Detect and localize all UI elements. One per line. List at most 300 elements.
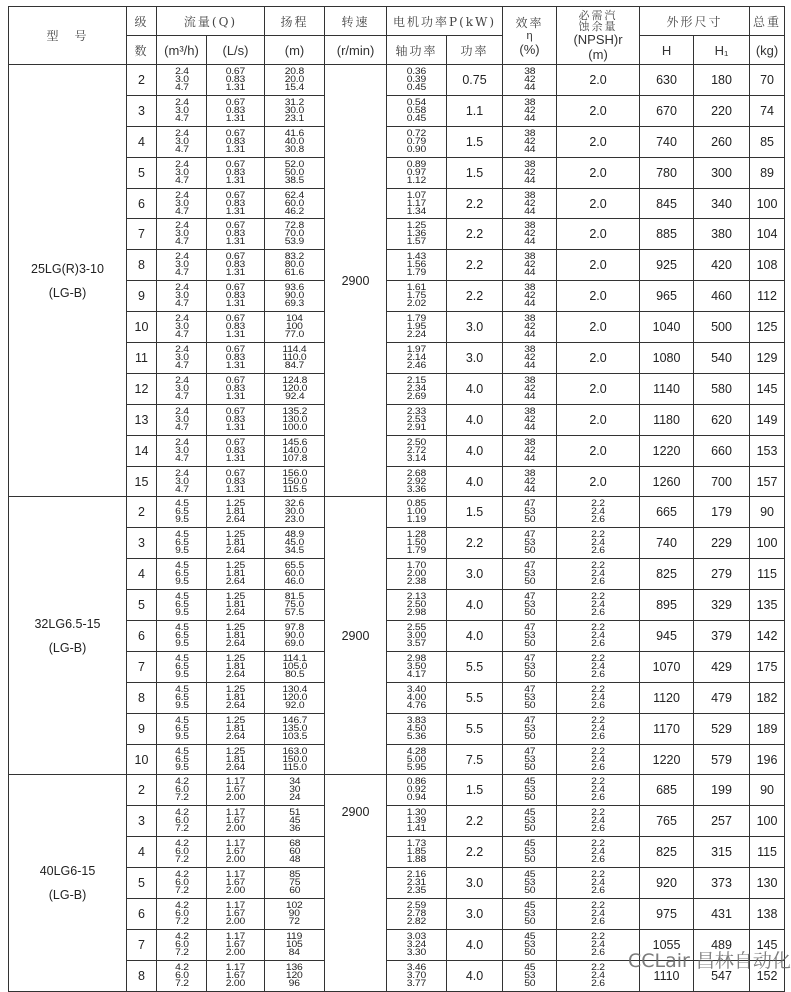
flow-ls-cell-values: 0.67 0.83 1.31 xyxy=(225,467,246,494)
model-cell xyxy=(9,775,127,991)
flow-ls-cell-values: 1.25 1.81 2.64 xyxy=(225,591,246,618)
head-cell-values: 135.2 130.0 100.0 xyxy=(282,405,307,432)
head-cell-values: 20.8 20.0 15.4 xyxy=(284,65,305,92)
flow-ls-cell-values: 0.67 0.83 1.31 xyxy=(225,343,246,370)
dim-h-cell: 825 xyxy=(640,837,694,868)
flow-ls-cell-values: 0.67 0.83 1.31 xyxy=(225,127,246,154)
npsh-cell-values: 2.2 2.4 2.6 xyxy=(591,745,605,772)
model-name: 25LG(R)3-10 xyxy=(31,261,104,276)
flow-ls-cell-values: 0.67 0.83 1.31 xyxy=(225,282,246,309)
stage-cell: 6 xyxy=(127,899,157,930)
dim-h-cell: 825 xyxy=(640,559,694,590)
head-cell xyxy=(265,497,325,528)
npsh-cell-values: 2.2 2.4 2.6 xyxy=(591,961,605,988)
npsh-cell: 2.0 xyxy=(557,65,640,96)
dim-h1-cell: 500 xyxy=(694,312,750,343)
header-flow-ls: (L/s) xyxy=(207,36,265,65)
efficiency-cell-values: 38 42 44 xyxy=(523,251,536,278)
npsh-cell xyxy=(557,775,640,806)
dim-h-cell: 665 xyxy=(640,497,694,528)
flow-ls-cell xyxy=(207,806,265,837)
flow-ls-cell-values: 1.17 1.67 2.00 xyxy=(225,807,246,834)
shaft-power-cell xyxy=(387,744,447,775)
flow-ls-cell xyxy=(207,899,265,930)
motor-power-cell: 2.2 xyxy=(447,528,503,559)
dim-h-cell: 740 xyxy=(640,126,694,157)
flow-ls-cell-values: 0.67 0.83 1.31 xyxy=(225,65,246,92)
head-cell xyxy=(265,250,325,281)
flow-m3h-cell xyxy=(157,837,207,868)
efficiency-cell xyxy=(503,466,557,497)
shaft-power-cell xyxy=(387,312,447,343)
table-row xyxy=(9,65,785,96)
stage-cell: 4 xyxy=(127,837,157,868)
efficiency-cell-values: 38 42 44 xyxy=(523,313,536,340)
dim-h-cell: 1170 xyxy=(640,713,694,744)
npsh-cell-values: 2.2 2.4 2.6 xyxy=(591,930,605,957)
npsh-cell xyxy=(557,682,640,713)
flow-m3h-cell-values: 4.2 6.0 7.2 xyxy=(174,930,189,957)
efficiency-cell xyxy=(503,590,557,621)
dim-h1-cell: 179 xyxy=(694,497,750,528)
weight-cell: 85 xyxy=(750,126,785,157)
head-cell-values: 85 75 60 xyxy=(288,869,301,896)
efficiency-cell xyxy=(503,528,557,559)
head-cell-values: 146.7 135.0 103.5 xyxy=(282,714,307,741)
header-weight: 总重 xyxy=(750,7,785,36)
efficiency-cell-values: 45 53 50 xyxy=(523,776,536,803)
shaft-power-cell xyxy=(387,466,447,497)
dim-h-cell: 895 xyxy=(640,590,694,621)
dim-h1-cell: 220 xyxy=(694,95,750,126)
head-cell xyxy=(265,682,325,713)
head-cell xyxy=(265,373,325,404)
npsh-cell xyxy=(557,559,640,590)
flow-ls-cell-values: 1.25 1.81 2.64 xyxy=(225,714,246,741)
npsh-cell-values: 2.2 2.4 2.6 xyxy=(591,899,605,926)
flow-m3h-cell xyxy=(157,528,207,559)
dim-h1-cell: 540 xyxy=(694,343,750,374)
flow-ls-cell-values: 0.67 0.83 1.31 xyxy=(225,436,246,463)
shaft-power-cell-values: 0.36 0.39 0.45 xyxy=(406,65,427,92)
stage-cell: 8 xyxy=(127,960,157,991)
head-cell xyxy=(265,435,325,466)
shaft-power-cell xyxy=(387,343,447,374)
head-cell xyxy=(265,960,325,991)
weight-cell: 100 xyxy=(750,188,785,219)
stage-cell: 7 xyxy=(127,219,157,250)
header-dim-h: H xyxy=(640,36,694,65)
npsh-cell: 2.0 xyxy=(557,95,640,126)
efficiency-cell xyxy=(503,497,557,528)
dim-h-cell: 685 xyxy=(640,775,694,806)
flow-ls-cell-values: 0.67 0.83 1.31 xyxy=(225,405,246,432)
efficiency-cell-values: 45 53 50 xyxy=(523,869,536,896)
dim-h-cell: 1055 xyxy=(640,929,694,960)
npsh-cell xyxy=(557,497,640,528)
npsh-cell xyxy=(557,744,640,775)
motor-power-cell: 4.0 xyxy=(447,621,503,652)
table-header xyxy=(9,7,785,65)
npsh-cell: 2.0 xyxy=(557,250,640,281)
flow-m3h-cell-values: 4.2 6.0 7.2 xyxy=(174,899,189,926)
flow-m3h-cell-values: 4.2 6.0 7.2 xyxy=(174,838,189,865)
motor-power-cell: 4.0 xyxy=(447,435,503,466)
dim-h-cell: 1180 xyxy=(640,404,694,435)
dim-h1-cell: 379 xyxy=(694,621,750,652)
efficiency-cell-values: 38 42 44 xyxy=(523,65,536,92)
stage-cell: 10 xyxy=(127,744,157,775)
dim-h1-cell: 300 xyxy=(694,157,750,188)
flow-m3h-cell-values: 4.5 6.5 9.5 xyxy=(174,683,189,710)
header-speed-unit: (r/min) xyxy=(325,36,387,65)
flow-m3h-cell-values: 4.5 6.5 9.5 xyxy=(174,745,189,772)
dim-h1-cell: 489 xyxy=(694,929,750,960)
motor-power-cell: 2.2 xyxy=(447,188,503,219)
efficiency-cell-values: 38 42 44 xyxy=(523,343,536,370)
npsh-cell xyxy=(557,899,640,930)
stage-cell: 10 xyxy=(127,312,157,343)
flow-m3h-cell xyxy=(157,590,207,621)
stage-cell: 14 xyxy=(127,435,157,466)
header-efficiency: 效率 η (%) xyxy=(503,7,557,65)
npsh-cell-values: 2.2 2.4 2.6 xyxy=(591,498,605,525)
flow-m3h-cell xyxy=(157,868,207,899)
flow-m3h-cell-values: 2.4 3.0 4.7 xyxy=(174,65,189,92)
dim-h-cell: 965 xyxy=(640,281,694,312)
weight-cell: 130 xyxy=(750,868,785,899)
head-cell xyxy=(265,404,325,435)
speed-cell: 2900 xyxy=(325,65,387,497)
flow-m3h-cell-values: 4.5 6.5 9.5 xyxy=(174,714,189,741)
head-cell xyxy=(265,929,325,960)
npsh-cell xyxy=(557,806,640,837)
efficiency-cell xyxy=(503,250,557,281)
npsh-cell-values: 2.2 2.4 2.6 xyxy=(591,591,605,618)
head-cell xyxy=(265,713,325,744)
flow-m3h-cell-values: 2.4 3.0 4.7 xyxy=(174,158,189,185)
shaft-power-cell-values: 3.40 4.00 4.76 xyxy=(406,683,427,710)
stage-cell: 7 xyxy=(127,929,157,960)
shaft-power-cell-values: 1.79 1.95 2.24 xyxy=(406,313,427,340)
model-cell xyxy=(9,497,127,775)
flow-ls-cell xyxy=(207,188,265,219)
npsh-cell-values: 2.2 2.4 2.6 xyxy=(591,807,605,834)
efficiency-cell xyxy=(503,373,557,404)
npsh-cell xyxy=(557,868,640,899)
flow-m3h-cell-values: 4.5 6.5 9.5 xyxy=(174,621,189,648)
npsh-cell-values: 2.2 2.4 2.6 xyxy=(591,560,605,587)
dim-h1-cell: 580 xyxy=(694,373,750,404)
head-cell xyxy=(265,466,325,497)
shaft-power-cell xyxy=(387,775,447,806)
npsh-cell: 2.0 xyxy=(557,188,640,219)
stage-cell: 2 xyxy=(127,775,157,806)
dim-h1-cell: 547 xyxy=(694,960,750,991)
weight-cell: 153 xyxy=(750,435,785,466)
shaft-power-cell xyxy=(387,682,447,713)
npsh-cell xyxy=(557,590,640,621)
npsh-cell: 2.0 xyxy=(557,219,640,250)
shaft-power-cell xyxy=(387,590,447,621)
weight-cell: 89 xyxy=(750,157,785,188)
head-cell xyxy=(265,343,325,374)
flow-ls-cell xyxy=(207,219,265,250)
flow-m3h-cell xyxy=(157,250,207,281)
model-name: 32LG6.5-15 xyxy=(34,616,101,631)
head-cell xyxy=(265,281,325,312)
efficiency-cell-values: 38 42 44 xyxy=(523,405,536,432)
head-cell xyxy=(265,744,325,775)
flow-ls-cell-values: 1.25 1.81 2.64 xyxy=(225,498,246,525)
motor-power-cell: 2.2 xyxy=(447,281,503,312)
header-dimensions: 外形尺寸 xyxy=(640,7,750,36)
npsh-cell xyxy=(557,713,640,744)
npsh-cell-values: 2.2 2.4 2.6 xyxy=(591,683,605,710)
weight-cell: 100 xyxy=(750,528,785,559)
model-cell xyxy=(9,65,127,497)
efficiency-cell xyxy=(503,837,557,868)
flow-ls-cell xyxy=(207,343,265,374)
flow-m3h-cell-values: 2.4 3.0 4.7 xyxy=(174,189,189,216)
stage-cell: 11 xyxy=(127,343,157,374)
npsh-cell: 2.0 xyxy=(557,466,640,497)
efficiency-cell xyxy=(503,435,557,466)
dim-h1-cell: 340 xyxy=(694,188,750,219)
flow-m3h-cell-values: 2.4 3.0 4.7 xyxy=(174,127,189,154)
dim-h1-cell: 700 xyxy=(694,466,750,497)
flow-m3h-cell xyxy=(157,682,207,713)
head-cell-values: 31.2 30.0 23.1 xyxy=(284,96,305,123)
flow-m3h-cell-values: 4.5 6.5 9.5 xyxy=(174,652,189,679)
stage-cell: 6 xyxy=(127,621,157,652)
head-cell xyxy=(265,806,325,837)
flow-ls-cell-values: 0.67 0.83 1.31 xyxy=(225,220,246,247)
npsh-cell-values: 2.2 2.4 2.6 xyxy=(591,621,605,648)
stage-cell: 9 xyxy=(127,281,157,312)
model-name: 40LG6-15 xyxy=(39,864,96,879)
motor-power-cell: 1.5 xyxy=(447,497,503,528)
table-body xyxy=(9,65,785,992)
stage-cell: 6 xyxy=(127,188,157,219)
efficiency-cell-values: 47 53 50 xyxy=(523,560,536,587)
flow-ls-cell xyxy=(207,404,265,435)
weight-cell: 100 xyxy=(750,806,785,837)
motor-power-cell: 4.0 xyxy=(447,404,503,435)
flow-m3h-cell-values: 2.4 3.0 4.7 xyxy=(174,251,189,278)
flow-ls-cell-values: 1.17 1.67 2.00 xyxy=(225,869,246,896)
flow-ls-cell-values: 0.67 0.83 1.31 xyxy=(225,189,246,216)
head-cell xyxy=(265,157,325,188)
shaft-power-cell-values: 1.07 1.17 1.34 xyxy=(406,189,427,216)
flow-m3h-cell xyxy=(157,559,207,590)
head-cell-values: 93.6 90.0 69.3 xyxy=(284,282,305,309)
efficiency-cell-values: 38 42 44 xyxy=(523,467,536,494)
head-cell-values: 68 60 48 xyxy=(288,838,301,865)
npsh-cell-values: 2.2 2.4 2.6 xyxy=(591,869,605,896)
speed-cell: 2900 xyxy=(325,775,387,991)
dim-h1-cell: 529 xyxy=(694,713,750,744)
shaft-power-cell-values: 1.70 2.00 2.38 xyxy=(406,560,427,587)
motor-power-cell: 4.0 xyxy=(447,960,503,991)
header-power: 电机功率P(kW) xyxy=(387,7,503,36)
efficiency-cell-values: 38 42 44 xyxy=(523,96,536,123)
dim-h1-cell: 257 xyxy=(694,806,750,837)
head-cell-values: 48.9 45.0 34.5 xyxy=(284,529,305,556)
shaft-power-cell xyxy=(387,95,447,126)
flow-ls-cell-values: 1.25 1.81 2.64 xyxy=(225,560,246,587)
flow-m3h-cell-values: 2.4 3.0 4.7 xyxy=(174,96,189,123)
flow-ls-cell xyxy=(207,775,265,806)
efficiency-cell xyxy=(503,95,557,126)
weight-cell: 108 xyxy=(750,250,785,281)
flow-ls-cell xyxy=(207,868,265,899)
efficiency-cell-values: 38 42 44 xyxy=(523,189,536,216)
efficiency-cell-values: 47 53 50 xyxy=(523,714,536,741)
shaft-power-cell xyxy=(387,713,447,744)
flow-m3h-cell xyxy=(157,775,207,806)
efficiency-cell xyxy=(503,621,557,652)
flow-m3h-cell-values: 4.2 6.0 7.2 xyxy=(174,807,189,834)
shaft-power-cell-values: 2.16 2.31 2.35 xyxy=(406,869,427,896)
efficiency-cell-values: 45 53 50 xyxy=(523,961,536,988)
weight-cell: 145 xyxy=(750,929,785,960)
efficiency-cell xyxy=(503,312,557,343)
flow-m3h-cell xyxy=(157,281,207,312)
flow-ls-cell-values: 1.17 1.67 2.00 xyxy=(225,838,246,865)
head-cell xyxy=(265,126,325,157)
efficiency-cell xyxy=(503,713,557,744)
watermark: CCLair 昌林自动化 xyxy=(628,950,791,972)
efficiency-cell xyxy=(503,219,557,250)
weight-cell: 90 xyxy=(750,497,785,528)
head-cell-values: 41.6 40.0 30.8 xyxy=(284,127,305,154)
head-cell xyxy=(265,65,325,96)
head-cell-values: 119 105 84 xyxy=(286,930,303,957)
motor-power-cell: 0.75 xyxy=(447,65,503,96)
stage-cell: 8 xyxy=(127,250,157,281)
flow-m3h-cell-values: 2.4 3.0 4.7 xyxy=(174,405,189,432)
dim-h-cell: 1140 xyxy=(640,373,694,404)
dim-h1-cell: 279 xyxy=(694,559,750,590)
head-cell-values: 102 90 72 xyxy=(286,899,303,926)
shaft-power-cell xyxy=(387,497,447,528)
motor-power-cell: 4.0 xyxy=(447,466,503,497)
flow-ls-cell-values: 1.25 1.81 2.64 xyxy=(225,621,246,648)
npsh-cell-values: 2.2 2.4 2.6 xyxy=(591,838,605,865)
npsh-cell-values: 2.2 2.4 2.6 xyxy=(591,776,605,803)
shaft-power-cell xyxy=(387,559,447,590)
table-row xyxy=(9,775,785,806)
efficiency-cell xyxy=(503,806,557,837)
dim-h-cell: 670 xyxy=(640,95,694,126)
stage-cell: 3 xyxy=(127,95,157,126)
shaft-power-cell-values: 2.33 2.53 2.91 xyxy=(406,405,427,432)
head-cell-values: 62.4 60.0 46.2 xyxy=(284,189,305,216)
shaft-power-cell xyxy=(387,868,447,899)
flow-m3h-cell-values: 4.5 6.5 9.5 xyxy=(174,498,189,525)
head-cell xyxy=(265,559,325,590)
flow-m3h-cell xyxy=(157,404,207,435)
dim-h-cell: 975 xyxy=(640,899,694,930)
head-cell-values: 114.4 110.0 84.7 xyxy=(282,343,307,370)
motor-power-cell: 5.5 xyxy=(447,682,503,713)
flow-m3h-cell-values: 4.2 6.0 7.2 xyxy=(174,961,189,988)
efficiency-cell xyxy=(503,651,557,682)
flow-ls-cell xyxy=(207,682,265,713)
weight-cell: 196 xyxy=(750,744,785,775)
npsh-cell xyxy=(557,837,640,868)
npsh-cell-values: 2.2 2.4 2.6 xyxy=(591,529,605,556)
npsh-cell xyxy=(557,528,640,559)
stage-cell: 3 xyxy=(127,806,157,837)
flow-m3h-cell xyxy=(157,373,207,404)
flow-ls-cell xyxy=(207,960,265,991)
dim-h1-cell: 431 xyxy=(694,899,750,930)
efficiency-cell-values: 38 42 44 xyxy=(523,220,536,247)
weight-cell: 115 xyxy=(750,559,785,590)
shaft-power-cell xyxy=(387,837,447,868)
head-cell xyxy=(265,621,325,652)
efficiency-cell xyxy=(503,65,557,96)
header-npsh: 必需汽蚀余量 (NPSH)r (m) xyxy=(557,7,640,65)
efficiency-cell-values: 47 53 50 xyxy=(523,498,536,525)
flow-m3h-cell xyxy=(157,497,207,528)
weight-cell: 104 xyxy=(750,219,785,250)
dim-h-cell: 630 xyxy=(640,65,694,96)
flow-ls-cell-values: 1.25 1.81 2.64 xyxy=(225,529,246,556)
motor-power-cell: 1.1 xyxy=(447,95,503,126)
dim-h-cell: 1080 xyxy=(640,343,694,374)
dim-h1-cell: 660 xyxy=(694,435,750,466)
efficiency-cell xyxy=(503,188,557,219)
stage-cell: 4 xyxy=(127,126,157,157)
shaft-power-cell-values: 0.85 1.00 1.19 xyxy=(406,498,427,525)
header-weight-unit: (kg) xyxy=(750,36,785,65)
flow-ls-cell xyxy=(207,651,265,682)
flow-ls-cell-values: 1.17 1.67 2.00 xyxy=(225,776,246,803)
efficiency-cell-values: 45 53 50 xyxy=(523,838,536,865)
shaft-power-cell-values: 2.13 2.50 2.98 xyxy=(406,591,427,618)
npsh-cell: 2.0 xyxy=(557,126,640,157)
flow-m3h-cell xyxy=(157,713,207,744)
stage-cell: 13 xyxy=(127,404,157,435)
flow-m3h-cell xyxy=(157,899,207,930)
weight-cell: 125 xyxy=(750,312,785,343)
flow-ls-cell xyxy=(207,621,265,652)
head-cell-values: 72.8 70.0 53.9 xyxy=(284,220,305,247)
shaft-power-cell xyxy=(387,65,447,96)
shaft-power-cell xyxy=(387,435,447,466)
flow-ls-cell xyxy=(207,559,265,590)
efficiency-cell-values: 38 42 44 xyxy=(523,127,536,154)
flow-ls-cell xyxy=(207,157,265,188)
dim-h-cell: 740 xyxy=(640,528,694,559)
motor-power-cell: 3.0 xyxy=(447,899,503,930)
dim-h1-cell: 429 xyxy=(694,651,750,682)
shaft-power-cell-values: 1.43 1.56 1.79 xyxy=(406,251,427,278)
flow-ls-cell-values: 1.17 1.67 2.00 xyxy=(225,961,246,988)
npsh-cell-values: 2.2 2.4 2.6 xyxy=(591,652,605,679)
efficiency-cell xyxy=(503,744,557,775)
efficiency-cell xyxy=(503,682,557,713)
shaft-power-cell-values: 0.54 0.58 0.45 xyxy=(406,96,427,123)
dim-h1-cell: 329 xyxy=(694,590,750,621)
head-cell-values: 32.6 30.0 23.0 xyxy=(284,498,305,525)
shaft-power-cell-values: 3.03 3.24 3.30 xyxy=(406,930,427,957)
flow-m3h-cell-values: 2.4 3.0 4.7 xyxy=(174,374,189,401)
flow-ls-cell-values: 0.67 0.83 1.31 xyxy=(225,313,246,340)
